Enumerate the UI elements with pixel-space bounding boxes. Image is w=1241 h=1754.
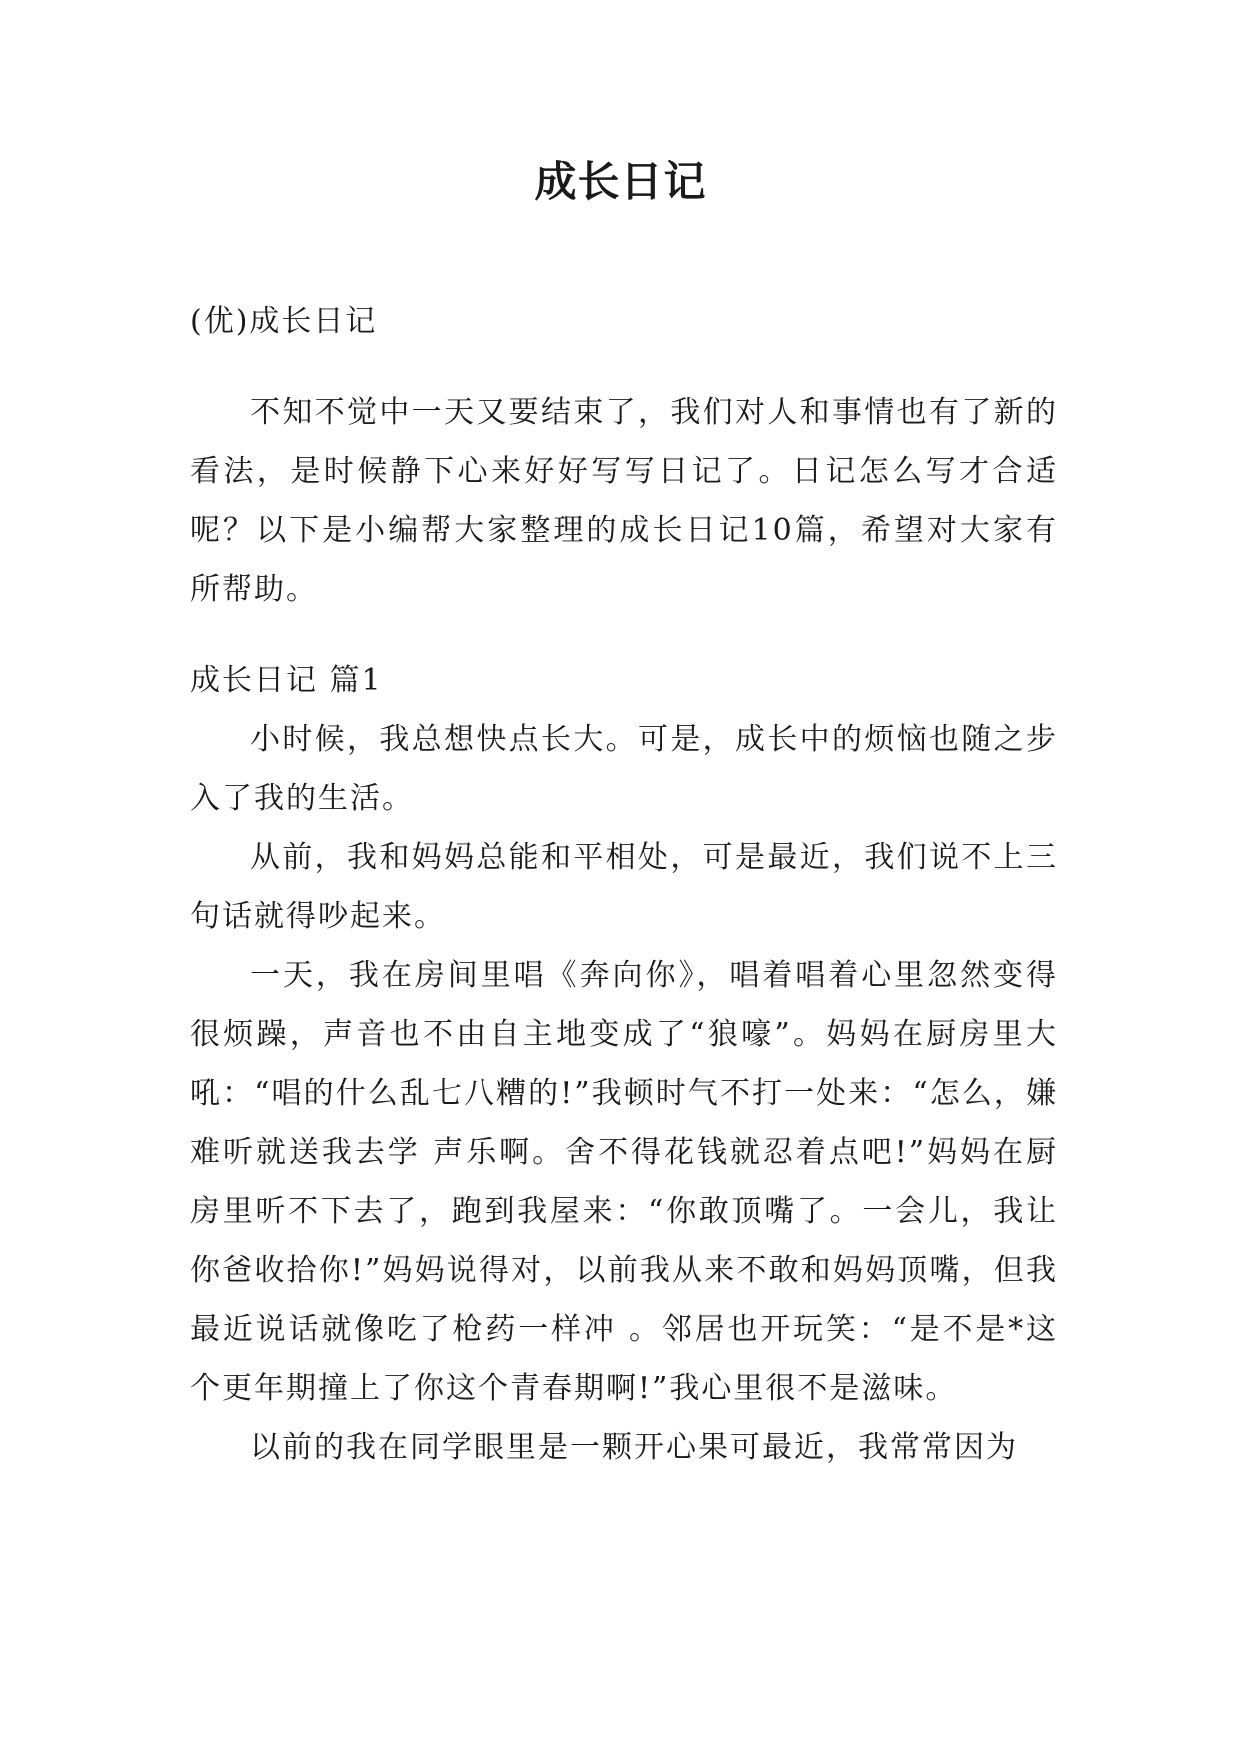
document-subtitle: (优)成长日记 xyxy=(190,304,378,339)
body-paragraph: 一天，我在房间里唱《奔向你》，唱着唱着心里忽然变得很烦躁，声音也不由自主地变成了“狼嚎”。妈妈在厨房里大吼：“唱的什么乱七八糟的!”我顿时气不打一处来：“怎么，嫌难听就送我去学 声乐啊。舍不得花钱就忍着点吧!”妈妈在厨房里听不下去了，跑到我屋来：“你敢顶嘴了。一会儿，我让你爸收拾你!”妈妈说得对，以前我从来不敢和妈妈顶嘴，但我最近说话就像吃了枪药一样冲 。邻居也开玩笑：“是不是*这个更年期撞上了你这个青春期啊!”我心里很不是滋味。 xyxy=(190,958,1058,1406)
body-paragraph: 从前，我和妈妈总能和平相处，可是最近，我们说不上三句话就得吵起来。 xyxy=(190,840,1058,934)
body-paragraph: 以前的我在同学眼里是一颗开心果可最近，我常常因为 xyxy=(250,1430,1018,1465)
section-heading: 成长日记 篇1 xyxy=(190,663,383,698)
body-paragraph: 小时候，我总想快点长大。可是，成长中的烦恼也随之步入了我的生活。 xyxy=(190,722,1058,816)
intro-paragraph: 不知不觉中一天又要结束了，我们对人和事情也有了新的看法，是时候静下心来好好写写日记了。日记怎么写才合适呢？以下是小编帮大家整理的成长日记10篇，希望对大家有所帮助。 xyxy=(190,395,1058,607)
document-body xyxy=(190,292,1058,1477)
document-title: 成长日记 xyxy=(534,157,707,206)
